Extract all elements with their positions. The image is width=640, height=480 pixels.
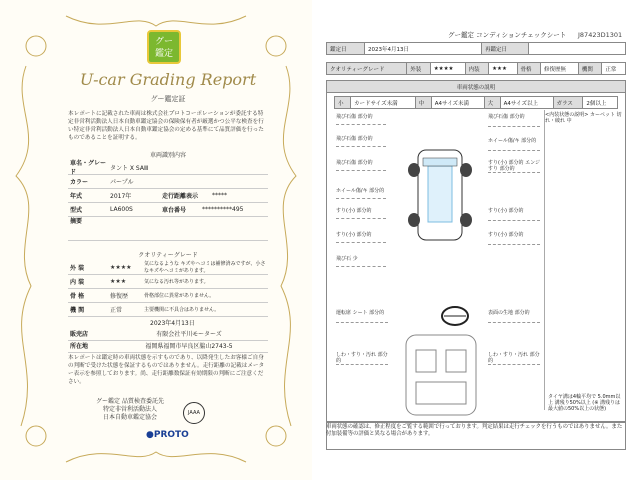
quality-desc: 気になるような キズやヘコミは補修済みですが、小さなキズやヘコミがあります。 [144,261,266,274]
org-name: グー鑑定 品質検査委託先 特定非営利活動法人 日本自動車鑑定協会 [96,398,164,421]
damage-label-right: 飛び石傷 部分的 [488,114,525,120]
sheet-id: J87423D1301 [578,31,623,39]
damage-label-left: 飛び石傷 部分的 [336,114,373,120]
label-underline [488,126,540,127]
quality-row [68,260,268,275]
damage-label-left: 飛び石 少 [336,256,358,262]
grading-certificate [0,0,312,480]
size-legend-item: カードサイズ未満 [351,97,416,109]
car-top-view [390,140,490,250]
quality-row [68,302,268,317]
label-underline [488,220,540,221]
label-underline [488,322,540,323]
damage-label-left: すり(小) 部分的 [336,208,372,214]
proto-logo: ●PROTO [146,430,189,440]
section-title: 車両状態の説明 [327,81,626,93]
date-label: 鑑定日 [327,43,365,55]
cert-note: 本レポートは鑑定時の車両状態を示すものであり、以降発生したお客様ご自身の判断で受けた状態を保証するものではありません。走行距離の記載はメーター表示を参照しております。尚、走行距離数保証有効期限の判断にご注意ください。 [68,355,265,385]
label-underline [488,150,540,151]
row-year: 年式 2017年 走行距離表示 ***** [68,188,268,203]
grade-value: ★★★★ [430,63,465,75]
quality-label: 骨 格 [70,292,85,300]
size-legend-item: A4サイズ未満 [431,97,484,109]
quality-stars: 修復歴 [110,292,129,300]
row-model: 型式 LA600S 車台番号 **********495 [68,202,268,217]
row-address: 所在地 福岡県福岡市早良区脇山2743-5 [68,338,268,353]
quality-desc: 気になる汚れ等があります。 [144,278,209,285]
row-dealer: 販売店 有限会社平川モーターズ [68,326,268,341]
label-underline [488,364,540,365]
quality-stars: 正常 [110,306,123,314]
damage-label-left: ホイール傷/キ 部分的 [336,188,385,194]
row-color: カラー パープル [68,174,268,189]
steering-wheel-icon [440,305,470,327]
jaaa-logo: JAAA [183,402,205,424]
cert-intro: 本レポートに記載された車両は株式会社プロトコーポレーションが委託する特定非営利活動法人日本自動車鑑定協会の保険保有者が厳選かつ公平な検査を行い特定非営利活動法人日本自動車鑑定協会の定める基準にて品質評価を行ったものであることを証明する。 [68,111,264,141]
label-underline [336,218,386,219]
grade-value: 修復歴無 [541,63,579,75]
label-underline [336,198,386,199]
label-underline [336,124,386,125]
date-value: 2023年4月13日 [365,43,482,55]
size-legend-item: 大 [484,97,500,109]
damage-label-left: すり(小) 部分的 [336,232,372,238]
grade-key: 機関 [578,63,602,75]
issue-date: 2023年4月13日 [150,320,195,327]
label-underline [336,322,388,323]
size-legend-item: 小 [335,97,351,109]
quality-section-title: クオリティーグレード [138,252,198,259]
tire-note: タイヤ溝は4輪平均で 5.0mm以上 溝残り50%以上 (※ 溝残りは最大値の50%以上の状態) [548,394,621,412]
grade-table [326,62,626,75]
size-legend-item: A4サイズ以上 [500,97,553,109]
interior-label: 運転席 シート 部分的 [336,310,385,316]
size-legend-item: 中 [415,97,431,109]
quality-label: 機 関 [70,306,85,314]
quality-row [68,274,268,289]
label-underline [336,146,386,147]
interior-note: <内装状態の説明> カーペット 切れ・破れ 中 [545,112,622,124]
label-underline [336,242,386,243]
grade-key: 外装 [407,63,431,75]
label-underline [336,170,386,171]
glass-label: ガラス [553,97,583,109]
side-column [544,110,625,410]
quality-stars: ★★★ [110,277,127,285]
interior-label: しわ・すり・汚れ 部分的 [488,352,540,364]
interior-label: しわ・すり・汚れ 部分的 [336,352,388,364]
label-underline [336,266,386,267]
sheet-bottom-note: 車両状態の確認は、修正程度をご覧する範囲で行っております。判定結果は走行チェックを行うものではありません。また付加装備等の評価と異なる場合があります。 [326,424,623,437]
grade-key: 内装 [465,63,489,75]
cert-subtitle: グー鑑定証 [150,95,186,103]
car-interior-view [396,330,486,420]
damage-label-left: 飛び石傷 部分的 [336,136,373,142]
re-date-label: 再鑑定日 [482,43,529,55]
grade-key: 骨格 [517,63,541,75]
glass-value: 2個以上 [583,97,618,109]
damage-label-right: すり(小) 部分的 [488,232,524,238]
sheet-title: グー鑑定 コンディションチェックシート [448,31,567,39]
cert-title: U-car Grading Report [79,70,257,89]
quality-stars: ★★★★ [110,263,132,271]
damage-label-left: 飛び石傷 部分的 [336,160,373,166]
label-underline [488,172,540,173]
quality-desc: 主要機関に不具合はありません。 [144,306,220,313]
vehicle-section-title: 車両識別内容 [149,152,186,159]
goo-appraisal-logo: グー 鑑定 [147,30,181,64]
grade-value: 正常 [602,63,626,75]
row-remarks: 摘要 [68,216,268,241]
label-underline [488,244,540,245]
date-table [326,42,626,55]
quality-label: 外 装 [70,264,85,272]
quality-desc: 骨格部位に異常がありません。 [144,292,215,299]
damage-label-right: すり(小) 部分的 [488,208,524,214]
grade-label: クオリティーグレード [327,63,407,75]
quality-row [68,288,268,303]
label-underline [336,364,388,365]
interior-label: 表面の生地 部分的 [488,310,530,316]
grade-value: ★★★ [489,63,517,75]
damage-label-right: ホイール傷/キ 部分的 [488,138,537,144]
quality-label: 内 装 [70,278,85,286]
row-name: 車名・グレード タント X SAⅢ [68,160,268,175]
damage-label-right: すり(小) 部分的 エンジすり 部分的 [488,160,540,172]
